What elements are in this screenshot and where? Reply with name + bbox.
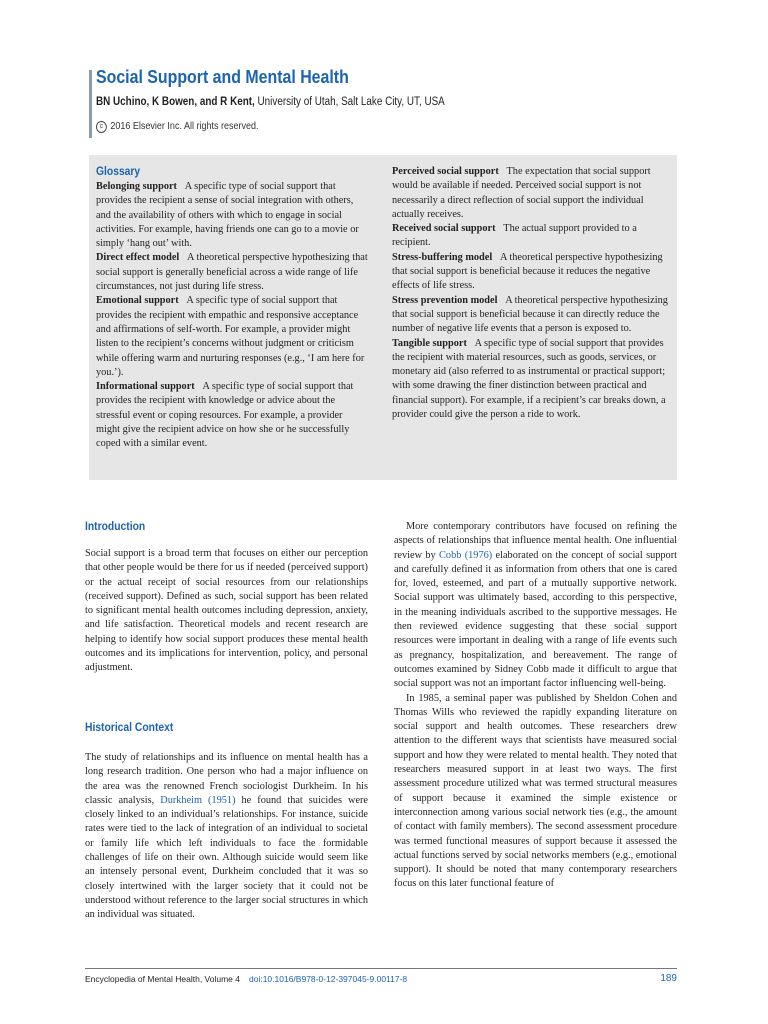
author-affiliation: University of Utah, Salt Lake City, UT, USA [254, 96, 445, 108]
contemporary-text-a: More contemporary contributors have focused on refining the aspects of relationships that influence mental health. One influential review by [394, 521, 677, 561]
copyright-text: 2016 Elsevier Inc. All rights reserved. [110, 121, 259, 132]
glossary-term: Informational support [96, 381, 195, 393]
historical-paragraph [85, 751, 368, 923]
glossary-entry [392, 337, 668, 423]
glossary-definition: A specific type of social support that provides the recipient with knowledge or advice about the stressful event or coping resources. For example, a provider might give the recipient advice on how she or he successfully coped with a similar event. [96, 381, 354, 450]
introduction-paragraph: Social support is a broad term that focuses on either our perception that other people would be there for us if needed (perceived support) or the actual receipt of social resources from our relationships (received support). Defined as such, social support has been related to significant mental health outcomes including depression, anxiety, and life satisfaction. Theoretical models and recent research are helping to identify how social support produces these mental health outcomes and its implications for intervention, policy, and personal adjustment. [85, 548, 368, 674]
glossary-entry [96, 380, 368, 451]
glossary-term: Stress prevention model [392, 294, 498, 306]
glossary-term: Belonging support [96, 181, 177, 192]
glossary-left-column [96, 180, 368, 452]
copyright-icon: c [96, 121, 107, 133]
contemporary-text-b: elaborated on the concept of social support and carefully defined it as information from others that one is cared for, loved, esteemed, and part of a mutually supportive network. Social support was ultimately based, according to this perspective, in the meaning individuals ascribed to the supportive messages. He then reviewed evidence suggesting that these social support resources were important in dealing with a range of life events such as pregnancy, hospitalization, and bereavement. The range of outcomes examined by Sidney Cobb made it difficult to argue that social support was not an important factor influencing well-being. [394, 549, 677, 690]
glossary-definition: A specific type of social support that provides the recipient with empathic and responsive acceptance and affirmations of self-worth. For example, a provider might listen to the recipient’s concerns without judgment or criticism while offering warm and nurturing responses (e.g., ‘I am here for you.’). [96, 295, 365, 378]
glossary-definition: A theoretical perspective hypothesizing that social support is beneficial because it reduces the negative effects of life stress. [392, 251, 663, 292]
glossary-definition: A specific type of social support that provides the recipient a sense of social integration with others, and the availability of others with which to engage in social activities. For example, having friends one can go to a movie or simply ‘hang out’ with. [96, 181, 359, 250]
historical-context-body [85, 751, 368, 923]
glossary-term: Direct effect model [96, 252, 180, 264]
footer-rule [85, 968, 677, 969]
introduction-body [85, 547, 368, 676]
article-title: Social Support and Mental Health [96, 66, 349, 87]
glossary-definition: A specific type of social support that provides the recipient with material resources, such as goods, services, or monetary aid (also referred to as instrumental or practical support; with some drawing the finer distinction between practical and financial support). For example, if a recipient’s car breaks down, a provider could give the person a ride to work. [392, 337, 666, 421]
footer-journal: Encyclopedia of Mental Health, Volume 4 [85, 974, 240, 984]
page-number: 189 [660, 973, 677, 984]
historical-context-heading: Historical Context [85, 720, 174, 734]
glossary-entry [392, 165, 668, 222]
glossary-definition: A theoretical perspective hypothesizing that social support is beneficial because it can directly reduce the number of negative life events that a person is exposed to. [392, 294, 668, 335]
author-line [96, 96, 445, 108]
durkheim-citation-link[interactable]: Durkheim (1951) [160, 794, 236, 806]
glossary-definition: The actual support provided to a recipient. [392, 223, 637, 249]
glossary-definition: A theoretical perspective hypothesizing that social support is generally beneficial across a wide range of life circumstances, not just during life stress. [96, 252, 368, 293]
glossary-entry [392, 222, 668, 251]
glossary-term: Tangible support [392, 337, 467, 349]
glossary-definition: The expectation that social support would be available if needed. Perceived social support is not necessarily a direct reflection of social support the individual actually receives. [392, 166, 651, 220]
contemporary-paragraph [394, 520, 677, 692]
footer-doi-link[interactable]: doi:10.1016/B978-0-12-397045-9.00117-8 [249, 974, 408, 984]
glossary-heading: Glossary [96, 164, 141, 178]
title-accent-rule [89, 70, 92, 138]
glossary-entry [392, 294, 668, 337]
glossary-entry [96, 294, 368, 380]
right-column-body [394, 520, 677, 892]
cobb-citation-link[interactable]: Cobb (1976) [439, 549, 493, 561]
historical-text-b: he found that suicides were closely linked to an individual’s relationships. For instance, suicide rates were tied to the lack of integration of an individual to societal or family life which left individuals to face the formidable challenges of life on their own. Although suicide would seem like an intensely personal event, Durkheim concluded that it was so closely intertwined with the larger society that it could not be understood without reference to the larger social structures in which an individual was situated. [85, 794, 369, 921]
cohen-wills-paragraph: In 1985, a seminal paper was published by Sheldon Cohen and Thomas Wills who reviewed the rapidly expanding literature on social support and health outcomes. These researchers drew attention to the different ways that scientists have measured social support and how they were related to mental health. They noted that researchers measured support in at least two ways. The first assessment procedure utilized what was termed structural measures of support because it examined the simple existence or interconnection among various social network ties (e.g., the amount of contact with family members). The second assessment procedure was termed functional measures of support because it assessed the actual functions served by social networks members (e.g., emotional support). It should be noted that many contemporary researchers focus on this later functional feature of [394, 692, 677, 890]
glossary-right-column [392, 165, 668, 422]
glossary-term: Perceived social support [392, 166, 499, 177]
copyright-line [96, 121, 258, 133]
historical-text-a: The study of relationships and its influence on mental health has a long research tradition. One person who had a major influence on the area was the renowned French sociologist Durkheim. In his classic analysis, [85, 752, 368, 806]
author-names: BN Uchino, K Bowen, and R Kent, [96, 96, 255, 108]
glossary-entry [392, 251, 668, 294]
glossary-term: Emotional support [96, 295, 179, 307]
introduction-heading: Introduction [85, 519, 146, 533]
glossary-entry [96, 180, 368, 251]
glossary-term: Received social support [392, 223, 496, 235]
glossary-term: Stress-buffering model [392, 251, 493, 263]
glossary-entry [96, 251, 368, 294]
glossary-box [89, 155, 677, 480]
